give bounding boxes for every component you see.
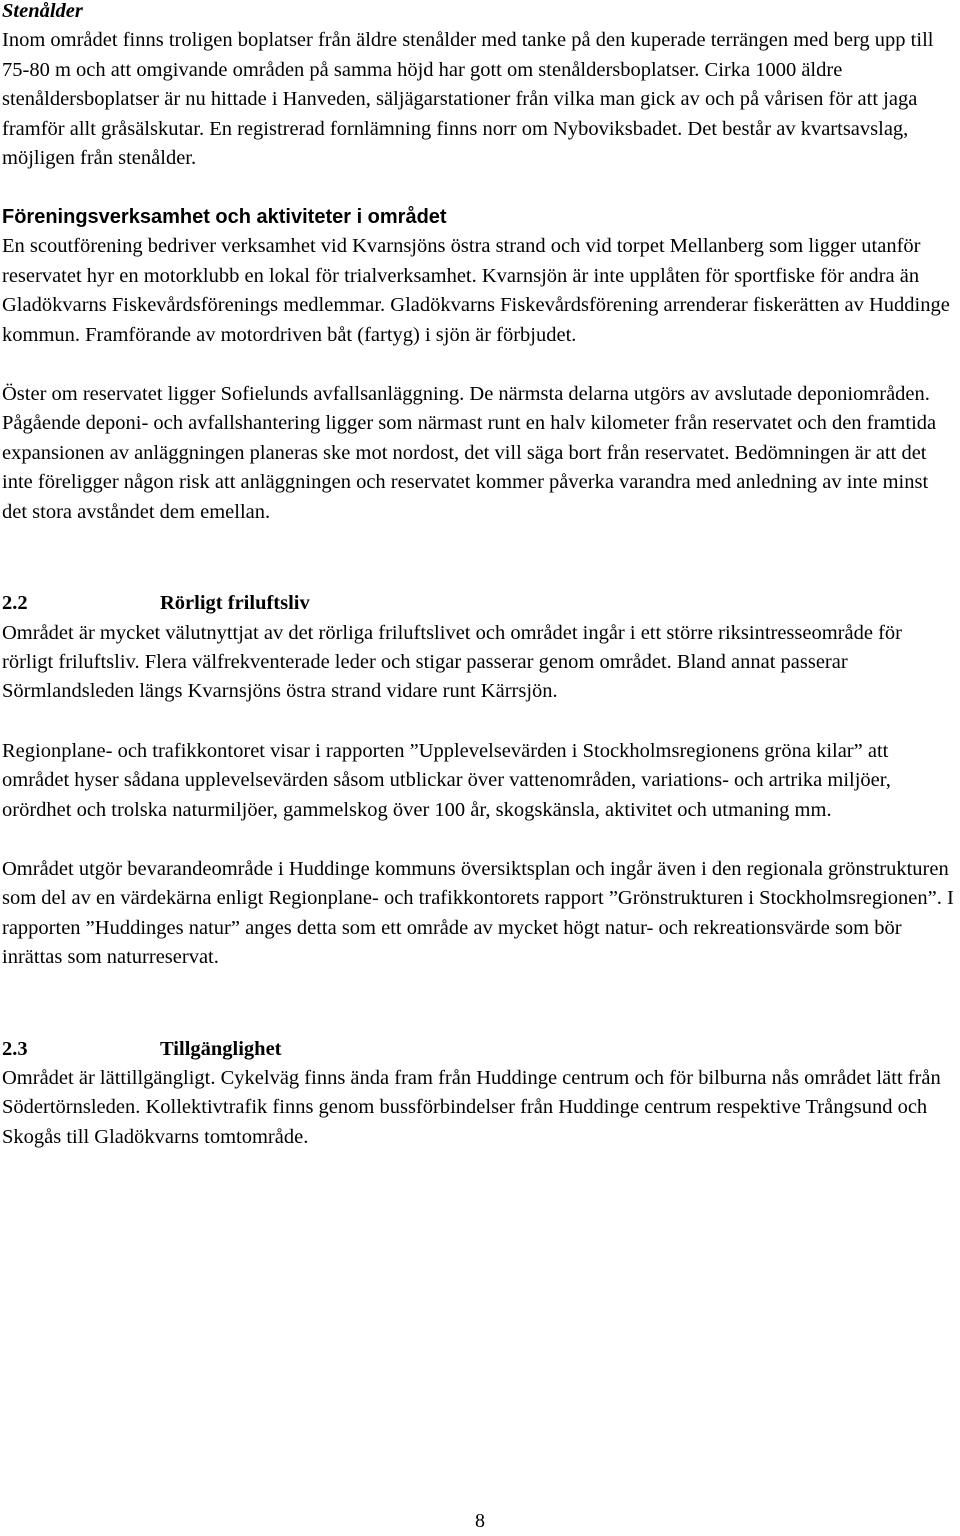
section-title: Tillgänglighet: [160, 1037, 282, 1060]
stenalder-paragraph: Inom området finns troligen boplatser från äldre stenålder med tanke på den kuperade terrängen med berg upp till 75-80 m och att omgivande områden på samma höjd har gott om stenåldersboplatser. Cirka 1000 äldre stenåldersboplatser är nu hittade i Hanveden, säljägarstationer från vilka man gick av och på vårisen för att jaga framför allt gråsälskutar. En registrerad fornlämning finns norr om Nyboviksbadet. Det består av kvartsavslag, möjligen från stenålder.: [2, 29, 934, 170]
section-title: Rörligt friluftsliv: [160, 592, 310, 615]
friluftsliv-paragraph-1: Området är mycket välutnyttjat av det rörliga friluftslivet och området ingår i ett större riksintresseområde för rörligt friluftsliv. Flera välfrekventerade leder och stigar passerar genom området. Bland annat passerar Sörmlandsleden längs Kvarnsjöns östra strand vidare runt Kärrsjön.: [2, 621, 902, 703]
page-number: 8: [475, 1510, 485, 1532]
section-2-3-heading: [2, 1035, 954, 1064]
section-number: 2.3: [2, 1037, 28, 1060]
friluftsliv-paragraph-3: Området utgör bevarandeområde i Huddinge kommuns översiktsplan och ingår även i den regionala grönstrukturen som del av en värdekärna enligt Regionplane- och trafikkontorets rapport ”Grönstrukturen i Stockholmsregionen”. I rapporten ”Huddinges natur” anges detta som ett område av mycket högt natur- och rekreationsvärde som bör inrättas som naturreservat.: [2, 857, 954, 969]
avfallsanlaggning-paragraph: Öster om reservatet ligger Sofielunds avfallsanläggning. De närmsta delarna utgörs av avslutade deponiområden. Pågående deponi- och avfallshantering ligger som närmast runt en halv kilometer från reservatet och den framtida expansionen av anläggningen planeras ske mot nordost, det vill säga bort från reservatet. Bedömningen är att det inte föreligger någon risk att anläggningen och reservatet kommer påverka varandra med anledning av inte minst det stora avståndet dem emellan.: [2, 383, 937, 523]
section-number: 2.2: [2, 592, 28, 615]
friluftsliv-paragraph-2: Regionplane- och trafikkontoret visar i rapporten ”Upplevelsevärden i Stockholmsregionens gröna kilar” att området hyser sådana upplevelsevärden såsom utblickar över vattenområden, variations- och artrika miljöer, orördhet och trolska naturmiljöer, gammelskog över 100 år, skogskänsla, aktivitet och utmaning mm.: [2, 739, 891, 821]
document-page: [2, 0, 954, 1152]
stenalder-heading: Stenålder: [2, 0, 83, 22]
foreningsverksamhet-heading: Föreningsverksamhet och aktiviteter i området: [2, 206, 447, 229]
foreningsverksamhet-paragraph: En scoutförening bedriver verksamhet vid Kvarnsjöns östra strand och vid torpet Mellanberg som ligger utanför reservatet hyr en motorklubb en lokal för trialverksamhet. Kvarnsjön är inte upplåten för sportfiske för andra än Gladökvarns Fiskevårdsförenings medlemmar. Gladökvarns Fiskevårdsförening arrenderar fiskerätten av Huddinge kommun. Framförande av motordriven båt (fartyg) i sjön är förbjudet.: [2, 235, 950, 346]
section-2-2-heading: [2, 589, 954, 618]
tillganglighet-paragraph: Området är lättillgängligt. Cykelväg finns ända fram från Huddinge centrum och för bilburna nås området lätt från Södertörnsleden. Kollektivtrafik finns genom bussförbindelser från Huddinge centrum respektive Trångsund och Skogås till Gladökvarns tomtområde.: [2, 1066, 941, 1148]
